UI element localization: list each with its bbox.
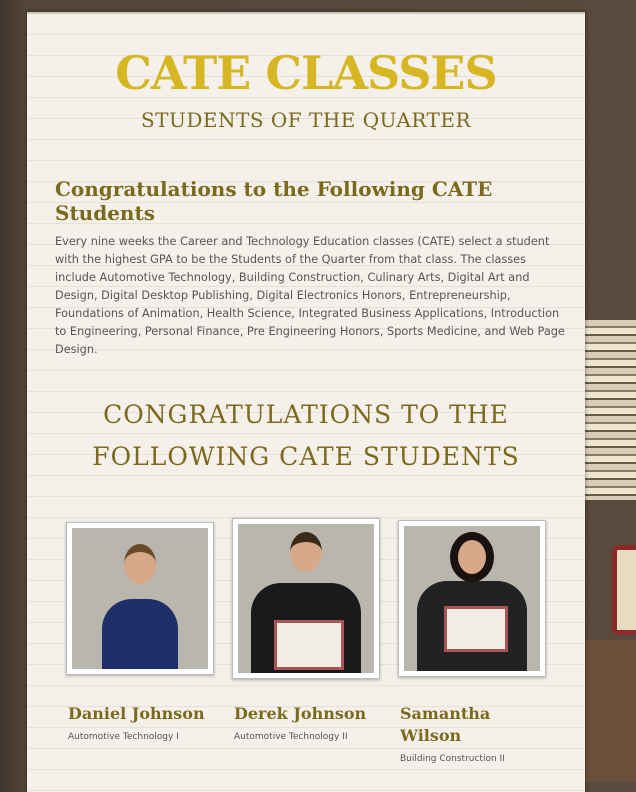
- student-name: Derek Johnson: [234, 704, 367, 723]
- student-photo-2[interactable]: [232, 518, 380, 679]
- student-class: Automotive Technology II: [234, 732, 348, 742]
- intro-heading: Congratulations to the Following CATE Students: [55, 177, 493, 225]
- background-book: [612, 545, 636, 635]
- page-title: CATE CLASSES: [115, 46, 497, 100]
- student-photo-1[interactable]: [66, 522, 214, 675]
- background-table: [585, 640, 636, 782]
- section-heading: CONGRATULATIONS TO THE FOLLOWING CATE STUDENTS: [92, 400, 520, 471]
- student-name: Daniel Johnson: [68, 704, 205, 723]
- student-photo-3[interactable]: [398, 520, 546, 677]
- content-panel: [27, 12, 585, 792]
- student-class: Building Construction II: [400, 754, 505, 764]
- background-books: [585, 320, 636, 500]
- student-class: Automotive Technology I: [68, 732, 179, 742]
- student-name: Samantha Wilson: [400, 704, 491, 745]
- intro-text: Every nine weeks the Career and Technology Education classes (CATE) select a student with the highest GPA to be the Students of the Quarter from that class. The classes include Automotive Technology, Building Construction, Culinary Arts, Digital Art and Design, Digital Desktop Publishing, Digital Electronics Honors, Entrepreneurship, Foundations of Animation, Health Science, Integrated Business Applications, Introduction to Engineering, Personal Finance, Pre Engineering Honors, Sports Medicine, and Web Page Design.: [55, 235, 565, 356]
- page-subtitle: STUDENTS OF THE QUARTER: [140, 108, 472, 132]
